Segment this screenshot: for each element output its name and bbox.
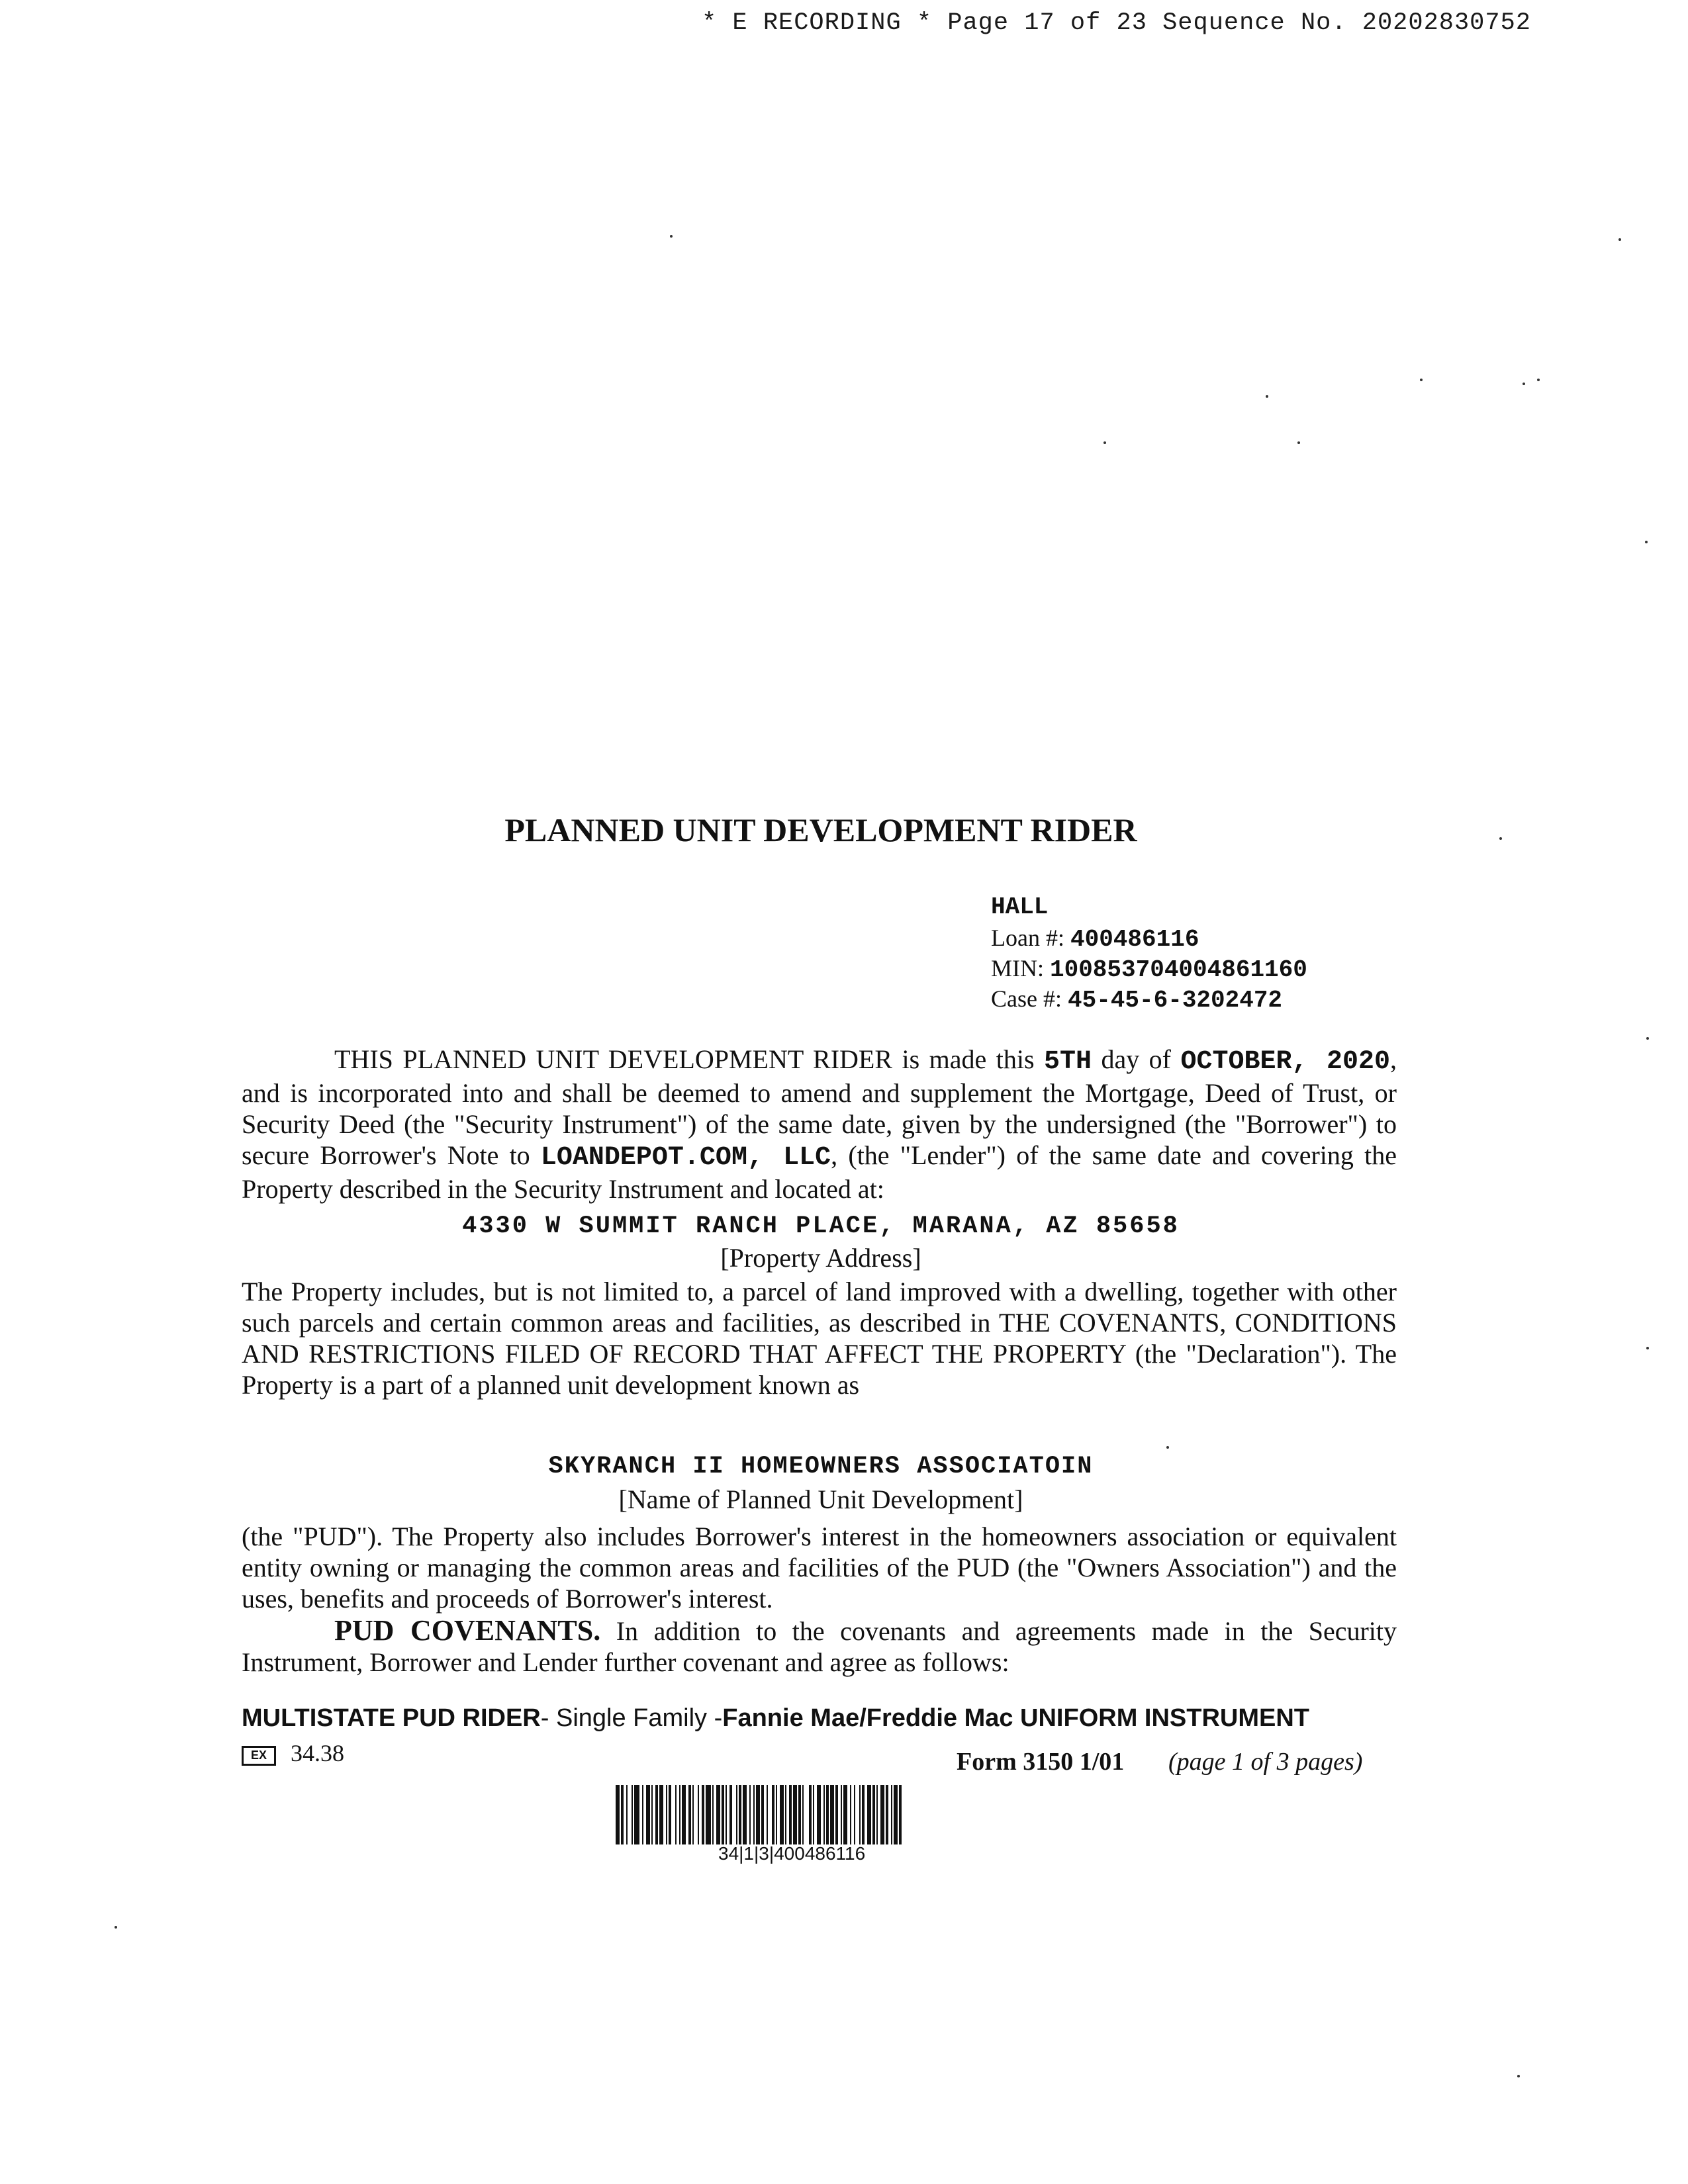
form-code <box>242 1739 344 1767</box>
intro-text-3: , and is incorporated into and shall be deemed to amend and supplement the Mortgage, Deed of Trust, or Security Deed (the "Security Instrument") of the same date, given by the undersigned (the "Borrower") to secure Borrower's Note to <box>242 1044 1397 1170</box>
barcode-icon <box>616 1785 1018 1844</box>
footer-title-mid: - Single Family - <box>540 1704 723 1732</box>
property-address: 4330 W SUMMIT RANCH PLACE, MARANA, AZ 85658 <box>462 1212 1180 1240</box>
intro-text-2: day of <box>1092 1044 1181 1074</box>
scan-speck <box>115 1926 117 1929</box>
scan-speck <box>1646 1347 1649 1349</box>
scan-speck <box>1618 238 1621 241</box>
scan-speck <box>670 235 673 238</box>
barcode-text: 34|1|3|400486116 <box>718 1843 866 1864</box>
loan-number-label: Loan #: <box>991 925 1064 951</box>
rider-month-year: OCTOBER, 2020 <box>1180 1047 1391 1077</box>
scan-speck <box>1166 1446 1169 1449</box>
form-number: Form 3150 1/01 <box>957 1748 1125 1776</box>
scan-speck <box>1103 441 1106 444</box>
footer-title-bold: MULTISTATE PUD RIDER <box>242 1704 541 1732</box>
pud-interest-paragraph: (the "PUD"). The Property also includes Borrower's interest in the homeowners association or equivalent entity owning or managing the common areas and facilities of the PUD (the "Owners Association") and the uses, benefits and proceeds of Borrower's interest. <box>242 1522 1397 1614</box>
recording-header: * E RECORDING * Page 17 of 23 Sequence No. 20202830752 <box>702 9 1531 37</box>
scan-speck <box>1645 541 1648 543</box>
page-count: (page 1 of 3 pages) <box>1168 1748 1363 1776</box>
form-code-value: 34.38 <box>291 1740 344 1766</box>
scan-speck <box>1523 383 1525 385</box>
intro-paragraph <box>242 1044 1397 1205</box>
intro-text-4: , (the "Lender") of the same date and covering the Property described in the Security Instrument and located at: <box>242 1140 1397 1204</box>
pud-covenants-paragraph <box>242 1615 1397 1678</box>
lender-name: LOANDEPOT.COM, LLC <box>540 1143 831 1173</box>
pud-covenants-heading: PUD COVENANTS. <box>334 1614 601 1647</box>
loan-number-value: 400486116 <box>1070 926 1199 953</box>
borrower-name: HALL <box>991 893 1049 921</box>
scan-speck <box>1266 395 1268 398</box>
case-number-label: Case #: <box>991 985 1062 1012</box>
form-provider-icon: EX <box>242 1746 276 1766</box>
min-line <box>991 953 1307 985</box>
property-address-caption: [Property Address] <box>720 1243 921 1273</box>
document-title: PLANNED UNIT DEVELOPMENT RIDER <box>504 811 1137 848</box>
scan-speck <box>1297 441 1300 444</box>
intro-text-1: THIS PLANNED UNIT DEVELOPMENT RIDER is made this <box>334 1044 1044 1074</box>
scan-speck <box>1646 1037 1649 1040</box>
property-description-paragraph: The Property includes, but is not limited to, a parcel of land improved with a dwelling, together with other such parcels and certain common areas and facilities, as described in THE COVENANTS, CONDITIONS AND RESTRICTIONS FILED OF RECORD THAT AFFECT THE PROPERTY (the "Declaration"). The Property is a part of a planned unit development known as <box>242 1277 1397 1400</box>
scan-speck <box>1537 379 1540 381</box>
pud-name-caption: [Name of Planned Unit Development] <box>618 1484 1023 1514</box>
loan-number-line <box>991 923 1199 955</box>
pud-covenants-text: In addition to the covenants and agreements made in the Security Instrument, Borrower and Lender further covenant and agree as follows: <box>242 1616 1397 1677</box>
scan-speck <box>1499 837 1502 840</box>
scan-speck <box>1517 2075 1520 2077</box>
case-number-value: 45-45-6-3202472 <box>1067 987 1283 1014</box>
footer-title-bold-2: Fannie Mae/Freddie Mac UNIFORM INSTRUMENT <box>722 1704 1310 1732</box>
footer-form-title <box>242 1704 1309 1733</box>
min-label: MIN: <box>991 955 1044 981</box>
case-number-line <box>991 983 1282 1016</box>
rider-day: 5TH <box>1043 1047 1092 1077</box>
min-value: 100853704004861160 <box>1050 956 1307 983</box>
pud-name: SKYRANCH II HOMEOWNERS ASSOCIATOIN <box>548 1453 1094 1480</box>
scan-speck <box>1420 379 1423 381</box>
